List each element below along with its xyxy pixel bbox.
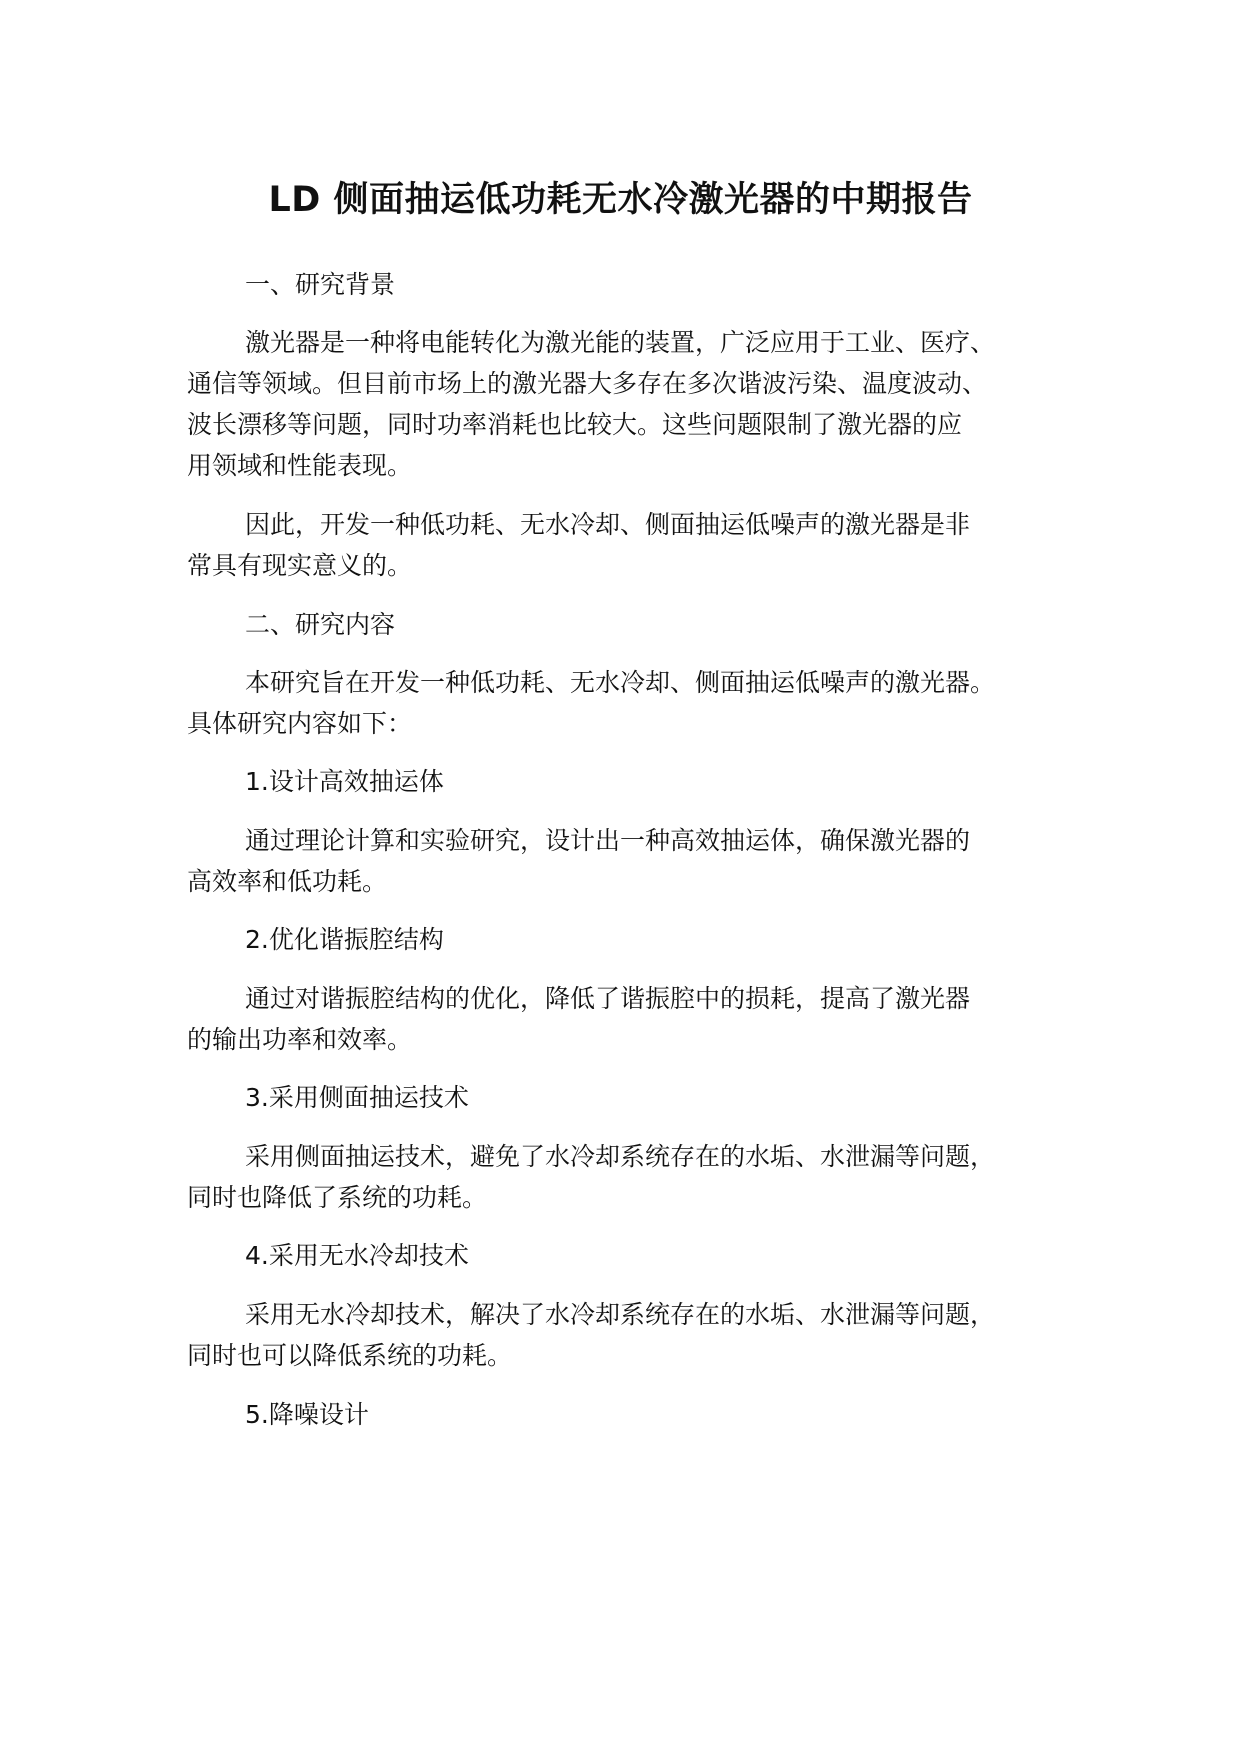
- subheading-pump-body: 1.设计高效抽运体: [245, 767, 444, 796]
- subheading-waterless-cooling: 4.采用无水冷却技术: [245, 1241, 469, 1270]
- paragraph-line: 具体研究内容如下：: [187, 709, 413, 738]
- paragraph-line: 激光器是一种将电能转化为激光能的装置，广泛应用于工业、医疗、: [245, 328, 996, 357]
- subheading-noise-reduction: 5.降噪设计: [245, 1400, 369, 1429]
- paragraph-line: 通过理论计算和实验研究，设计出一种高效抽运体，确保激光器的: [245, 826, 971, 855]
- paragraph-line: 常具有现实意义的。: [187, 551, 413, 580]
- paragraph-line: 同时也降低了系统的功耗。: [187, 1183, 488, 1212]
- paragraph-line: 波长漂移等问题，同时功率消耗也比较大。这些问题限制了激光器的应: [187, 410, 963, 439]
- paragraph-line: 通过对谐振腔结构的优化，降低了谐振腔中的损耗，提高了激光器: [245, 984, 971, 1013]
- paragraph-line: 采用侧面抽运技术，避免了水冷却系统存在的水垢、水泄漏等问题，: [245, 1142, 996, 1171]
- section-heading-content: 二、研究内容: [245, 610, 396, 639]
- paragraph-line: 因此，开发一种低功耗、无水冷却、侧面抽运低噪声的激光器是非: [245, 510, 971, 539]
- paragraph-line: 同时也可以降低系统的功耗。: [187, 1341, 513, 1370]
- paragraph-line: 采用无水冷却技术，解决了水冷却系统存在的水垢、水泄漏等问题，: [245, 1300, 996, 1329]
- subheading-resonator: 2.优化谐振腔结构: [245, 925, 444, 954]
- paragraph-line: 用领域和性能表现。: [187, 451, 413, 480]
- paragraph-line: 本研究旨在开发一种低功耗、无水冷却、侧面抽运低噪声的激光器。: [245, 668, 996, 697]
- subheading-side-pumping: 3.采用侧面抽运技术: [245, 1083, 469, 1112]
- paragraph-line: 通信等领域。但目前市场上的激光器大多存在多次谐波污染、温度波动、: [187, 369, 988, 398]
- paragraph-line: 的输出功率和效率。: [187, 1025, 413, 1054]
- document-title: LD 侧面抽运低功耗无水冷激光器的中期报告: [268, 180, 973, 220]
- section-heading-background: 一、研究背景: [245, 270, 396, 299]
- paragraph-line: 高效率和低功耗。: [187, 867, 388, 896]
